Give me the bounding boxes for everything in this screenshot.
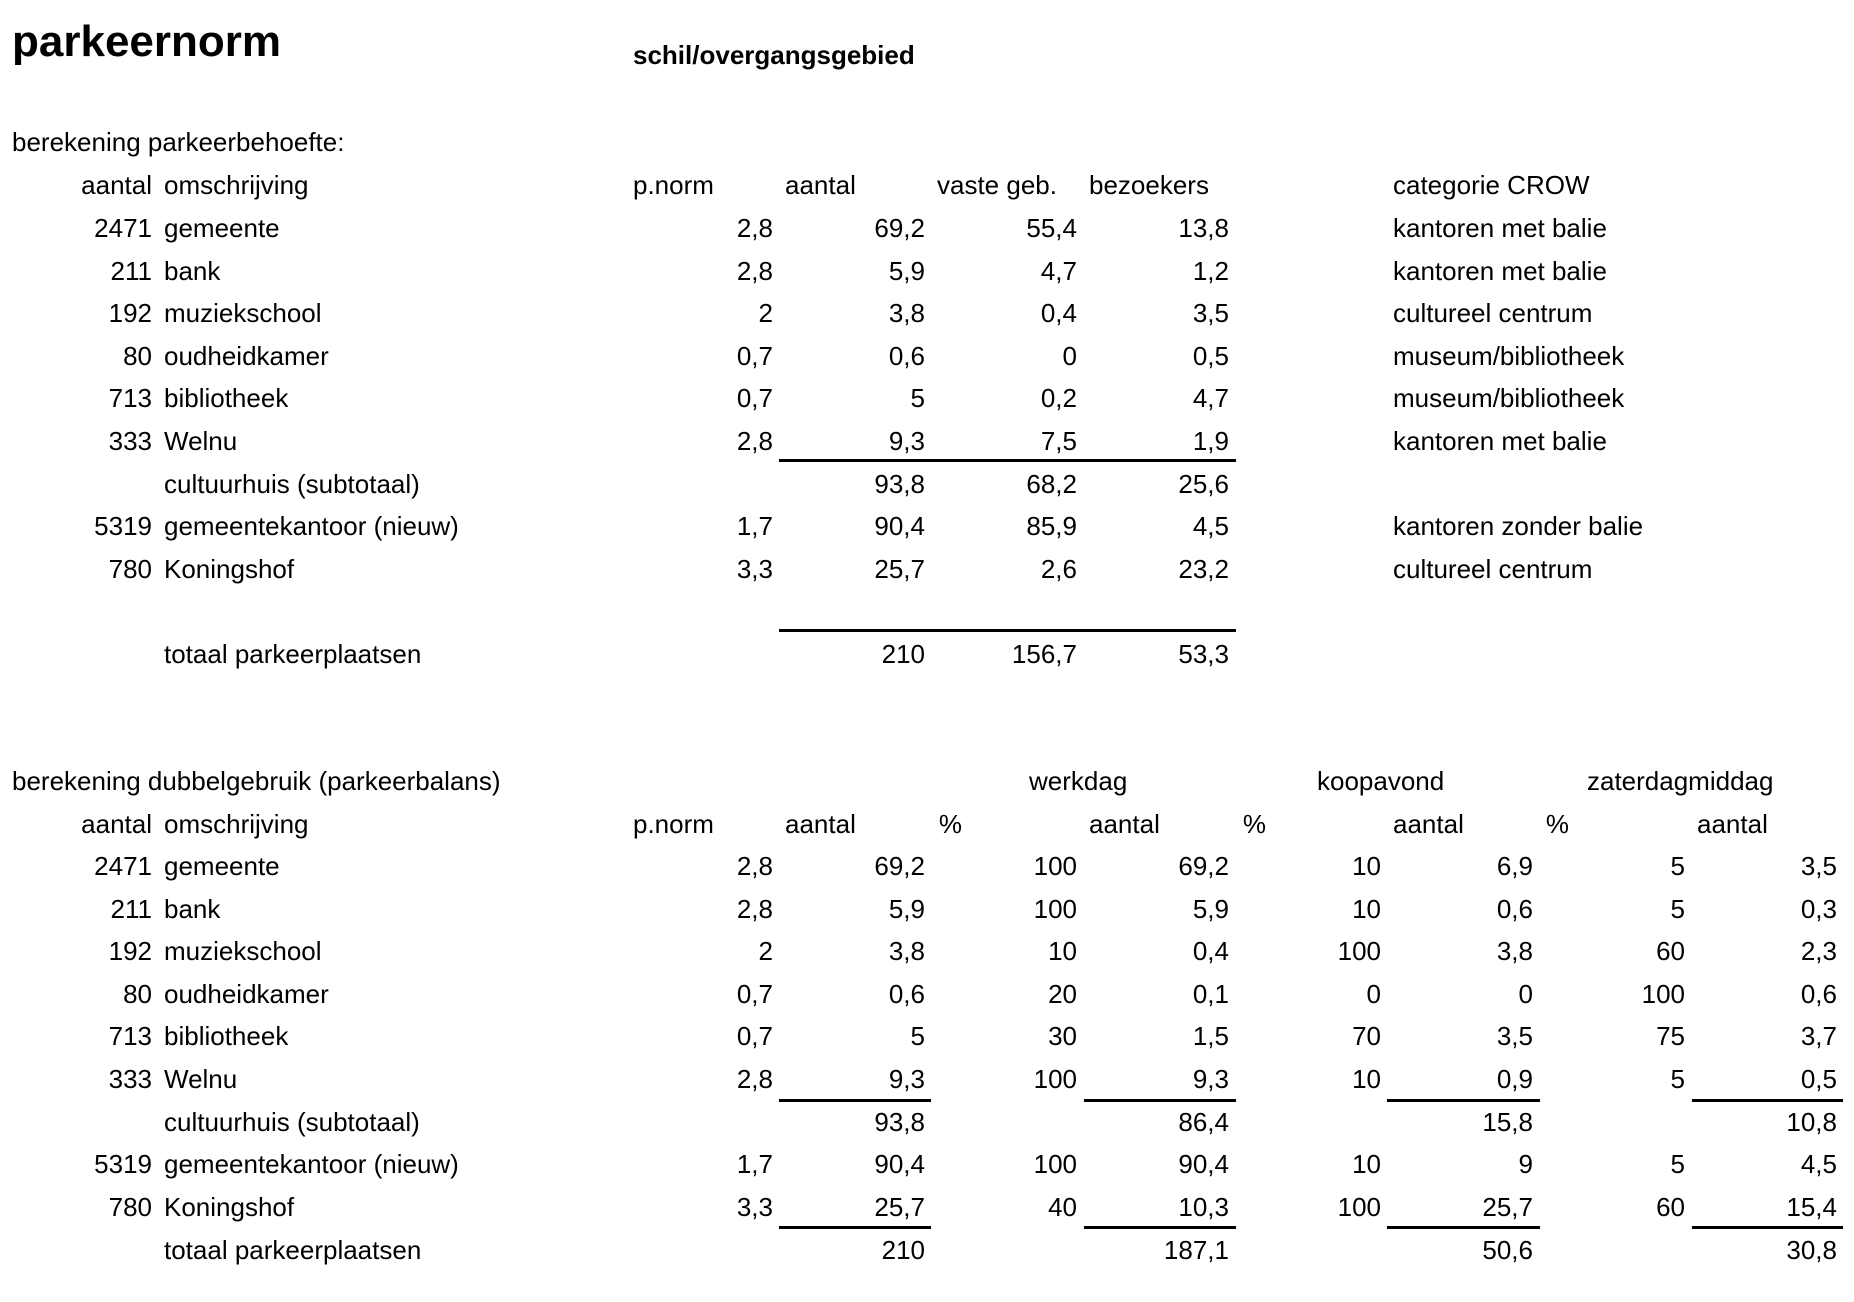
total-label: totaal parkeerplaatsen <box>164 1235 422 1265</box>
total-value: 53,3 <box>1178 639 1229 669</box>
table-cell: 60 <box>1656 936 1685 967</box>
table-cell: gemeente <box>164 213 280 243</box>
table-cell: 15,4 <box>1786 1191 1837 1222</box>
table-cell: 5 <box>1670 1149 1685 1180</box>
table-cell: bibliotheek <box>164 1021 289 1052</box>
table-cell: 55,4 <box>1026 213 1077 243</box>
table-cell: oudheidkamer <box>164 340 329 371</box>
group-header: werkdag <box>1029 766 1128 796</box>
total-value: 210 <box>881 639 925 669</box>
table-cell: cultureel centrum <box>1393 553 1593 584</box>
table-cell: museum/bibliotheek <box>1393 383 1625 414</box>
table-cell: 100 <box>1337 936 1381 967</box>
table-cell: 0,6 <box>1496 893 1533 924</box>
table-cell: 0,5 <box>1800 1064 1837 1094</box>
table-cell: 3,5 <box>1496 1021 1533 1052</box>
table-cell: 69,2 <box>874 213 925 243</box>
total-rule <box>1692 1226 1843 1229</box>
table-cell: 192 <box>108 936 152 967</box>
table-cell: muziekschool <box>164 298 322 329</box>
table-cell: 13,8 <box>1178 213 1229 243</box>
table-cell: 3,5 <box>1192 298 1229 329</box>
page-subtitle: schil/overgangsgebied <box>633 40 915 70</box>
table-cell: 2471 <box>94 851 152 881</box>
table-cell: 780 <box>108 1191 152 1222</box>
subtotal-rule <box>1387 1099 1540 1102</box>
table-cell: 1,7 <box>736 1149 773 1180</box>
table-cell: 713 <box>108 383 152 414</box>
table-cell: 10 <box>1048 936 1077 967</box>
table-cell: 6,9 <box>1496 851 1533 881</box>
table-cell: 0,6 <box>888 340 925 371</box>
column-header: vaste geb. <box>937 170 1057 200</box>
table-cell: kantoren zonder balie <box>1393 511 1644 542</box>
subtotal-rule <box>779 1099 931 1102</box>
table-cell: 0,9 <box>1496 1064 1533 1094</box>
table-cell: 2,8 <box>736 1064 773 1094</box>
column-header: omschrijving <box>164 170 309 200</box>
column-header: aantal <box>81 809 152 839</box>
total-value: 156,7 <box>1011 639 1077 669</box>
table-cell: 5319 <box>94 1149 152 1180</box>
table-cell: bank <box>164 255 221 286</box>
table-cell: kantoren met balie <box>1393 426 1607 456</box>
table-cell: 0,7 <box>736 383 773 414</box>
column-header: aantal <box>1697 809 1768 839</box>
column-header: omschrijving <box>164 809 309 839</box>
table-cell: 70 <box>1352 1021 1381 1052</box>
table-cell: 5 <box>1670 1064 1685 1094</box>
table-cell: Koningshof <box>164 1191 295 1222</box>
table-cell: 25,7 <box>1482 1191 1533 1222</box>
table-cell: 0 <box>1062 340 1077 371</box>
table-cell: 333 <box>108 426 152 456</box>
column-header: bezoekers <box>1089 170 1209 200</box>
table-cell: 0,2 <box>1040 383 1077 414</box>
table-cell: 780 <box>108 553 152 584</box>
table-cell: 0,4 <box>1192 936 1229 967</box>
table-cell: bibliotheek <box>164 383 289 414</box>
column-header: % <box>938 809 962 839</box>
table-cell: 93,8 <box>874 468 925 499</box>
table-cell: cultureel centrum <box>1393 298 1593 329</box>
table-cell: 100 <box>1033 851 1077 881</box>
table-cell: kantoren met balie <box>1393 255 1607 286</box>
table-cell: 90,4 <box>874 511 925 542</box>
section-heading: berekening dubbelgebruik (parkeerbalans) <box>12 766 501 796</box>
table-cell: 40 <box>1048 1191 1077 1222</box>
table-cell: 4,7 <box>1040 255 1077 286</box>
table-cell: 5 <box>910 383 925 414</box>
column-header: categorie CROW <box>1393 170 1590 200</box>
column-header: aantal <box>81 170 152 200</box>
table-cell: 3,7 <box>1800 1021 1837 1052</box>
table-cell: 0,7 <box>736 1021 773 1052</box>
table-cell: 100 <box>1033 1149 1077 1180</box>
table-cell: 93,8 <box>874 1106 925 1137</box>
table-cell: 100 <box>1337 1191 1381 1222</box>
table-cell: 2,6 <box>1040 553 1077 584</box>
table-cell: 5,9 <box>1192 893 1229 924</box>
table-cell: 20 <box>1048 978 1077 1009</box>
table-cell: gemeente <box>164 851 280 881</box>
table-cell: 10,3 <box>1178 1191 1229 1222</box>
table-cell: 2471 <box>94 213 152 243</box>
column-header: % <box>1242 809 1266 839</box>
table-cell: Koningshof <box>164 553 295 584</box>
total-label: totaal parkeerplaatsen <box>164 639 422 669</box>
table-cell: 0,3 <box>1800 893 1837 924</box>
table-cell: 1,9 <box>1192 426 1229 456</box>
table-cell: 85,9 <box>1026 511 1077 542</box>
table-cell: 3,8 <box>888 936 925 967</box>
table-cell: 25,6 <box>1178 468 1229 499</box>
table-cell: 0,1 <box>1192 978 1229 1009</box>
table-cell: 2,8 <box>736 213 773 243</box>
total-value: 210 <box>881 1235 925 1265</box>
column-header: aantal <box>785 170 856 200</box>
table-cell: 0,6 <box>1800 978 1837 1009</box>
column-header: p.norm <box>633 170 714 200</box>
table-cell: Welnu <box>164 426 238 456</box>
table-cell: 2,8 <box>736 893 773 924</box>
total-rule <box>779 1226 931 1229</box>
table-cell: 100 <box>1033 1064 1077 1094</box>
table-cell: 90,4 <box>874 1149 925 1180</box>
table-cell: 9,3 <box>888 1064 925 1094</box>
table-cell: 68,2 <box>1026 468 1077 499</box>
table-cell: 0,7 <box>736 340 773 371</box>
table-cell: 69,2 <box>874 851 925 881</box>
table-cell: 2,8 <box>736 426 773 456</box>
table-cell: 2,3 <box>1800 936 1837 967</box>
table-cell: 9,3 <box>1192 1064 1229 1094</box>
table-cell: 100 <box>1033 893 1077 924</box>
table-cell: 5,9 <box>888 255 925 286</box>
table-cell: 713 <box>108 1021 152 1052</box>
table-cell: 1,5 <box>1192 1021 1229 1052</box>
table-cell: gemeentekantoor (nieuw) <box>164 511 459 542</box>
table-cell: oudheidkamer <box>164 978 329 1009</box>
table-cell: cultuurhuis (subtotaal) <box>164 1106 420 1137</box>
subtotal-rule <box>1692 1099 1843 1102</box>
table-cell: 86,4 <box>1178 1106 1229 1137</box>
table-cell: 333 <box>108 1064 152 1094</box>
table-cell: 10,8 <box>1786 1106 1837 1137</box>
group-header: koopavond <box>1317 766 1445 796</box>
table-cell: 5 <box>1670 851 1685 881</box>
table-cell: Welnu <box>164 1064 238 1094</box>
table-cell: 25,7 <box>874 553 925 584</box>
table-cell: museum/bibliotheek <box>1393 340 1625 371</box>
table-cell: 100 <box>1641 978 1685 1009</box>
table-cell: gemeentekantoor (nieuw) <box>164 1149 459 1180</box>
table-cell: 15,8 <box>1482 1106 1533 1137</box>
total-rule <box>1387 1226 1540 1229</box>
table-cell: 3,5 <box>1800 851 1837 881</box>
table-cell: 3,8 <box>1496 936 1533 967</box>
table-cell: 2,8 <box>736 851 773 881</box>
subtotal-rule <box>779 459 1236 462</box>
table-cell: 30 <box>1048 1021 1077 1052</box>
table-cell: 9 <box>1518 1149 1533 1180</box>
table-cell: muziekschool <box>164 936 322 967</box>
table-cell: 69,2 <box>1178 851 1229 881</box>
total-rule <box>1084 1226 1236 1229</box>
table-cell: 1,7 <box>736 511 773 542</box>
table-cell: 0,4 <box>1040 298 1077 329</box>
table-cell: 5,9 <box>888 893 925 924</box>
table-cell: 9,3 <box>888 426 925 456</box>
table-cell: 80 <box>123 978 152 1009</box>
table-cell: 2 <box>758 936 773 967</box>
group-header: zaterdagmiddag <box>1587 766 1774 796</box>
table-cell: cultuurhuis (subtotaal) <box>164 468 420 499</box>
table-cell: 2,8 <box>736 255 773 286</box>
column-header: aantal <box>1393 809 1464 839</box>
table-cell: 90,4 <box>1178 1149 1229 1180</box>
table-cell: 10 <box>1352 893 1381 924</box>
column-header: aantal <box>1089 809 1160 839</box>
total-value: 50,6 <box>1482 1235 1533 1265</box>
table-cell: 80 <box>123 340 152 371</box>
table-cell: 60 <box>1656 1191 1685 1222</box>
table-cell: 5 <box>1670 893 1685 924</box>
table-cell: 25,7 <box>874 1191 925 1222</box>
table-cell: 1,2 <box>1192 255 1229 286</box>
table-cell: 4,5 <box>1800 1149 1837 1180</box>
table-cell: kantoren met balie <box>1393 213 1607 243</box>
column-header: % <box>1545 809 1569 839</box>
table-cell: 0,7 <box>736 978 773 1009</box>
table-cell: 23,2 <box>1178 553 1229 584</box>
table-cell: 0 <box>1518 978 1533 1009</box>
subtotal-rule <box>1084 1099 1236 1102</box>
table-cell: 75 <box>1656 1021 1685 1052</box>
table-cell: 4,5 <box>1192 511 1229 542</box>
table-cell: 211 <box>110 893 152 924</box>
table-cell: 10 <box>1352 851 1381 881</box>
table-cell: 0,5 <box>1192 340 1229 371</box>
table-cell: 10 <box>1352 1064 1381 1094</box>
table-cell: bank <box>164 893 221 924</box>
table-cell: 2 <box>758 298 773 329</box>
total-value: 30,8 <box>1786 1235 1837 1265</box>
table-cell: 10 <box>1352 1149 1381 1180</box>
column-header: p.norm <box>633 809 714 839</box>
total-rule <box>779 629 1236 632</box>
table-cell: 3,3 <box>736 1191 773 1222</box>
table-cell: 3,8 <box>888 298 925 329</box>
table-cell: 192 <box>108 298 152 329</box>
column-header: aantal <box>785 809 856 839</box>
table-cell: 5319 <box>94 511 152 542</box>
table-cell: 4,7 <box>1192 383 1229 414</box>
total-value: 187,1 <box>1163 1235 1229 1265</box>
table-cell: 0,6 <box>888 978 925 1009</box>
page-title: parkeernorm <box>12 17 282 66</box>
table-cell: 7,5 <box>1040 426 1077 456</box>
table-cell: 3,3 <box>736 553 773 584</box>
table-cell: 0 <box>1366 978 1381 1009</box>
table-cell: 5 <box>910 1021 925 1052</box>
section-heading: berekening parkeerbehoefte: <box>12 127 345 157</box>
table-cell: 211 <box>110 255 152 286</box>
